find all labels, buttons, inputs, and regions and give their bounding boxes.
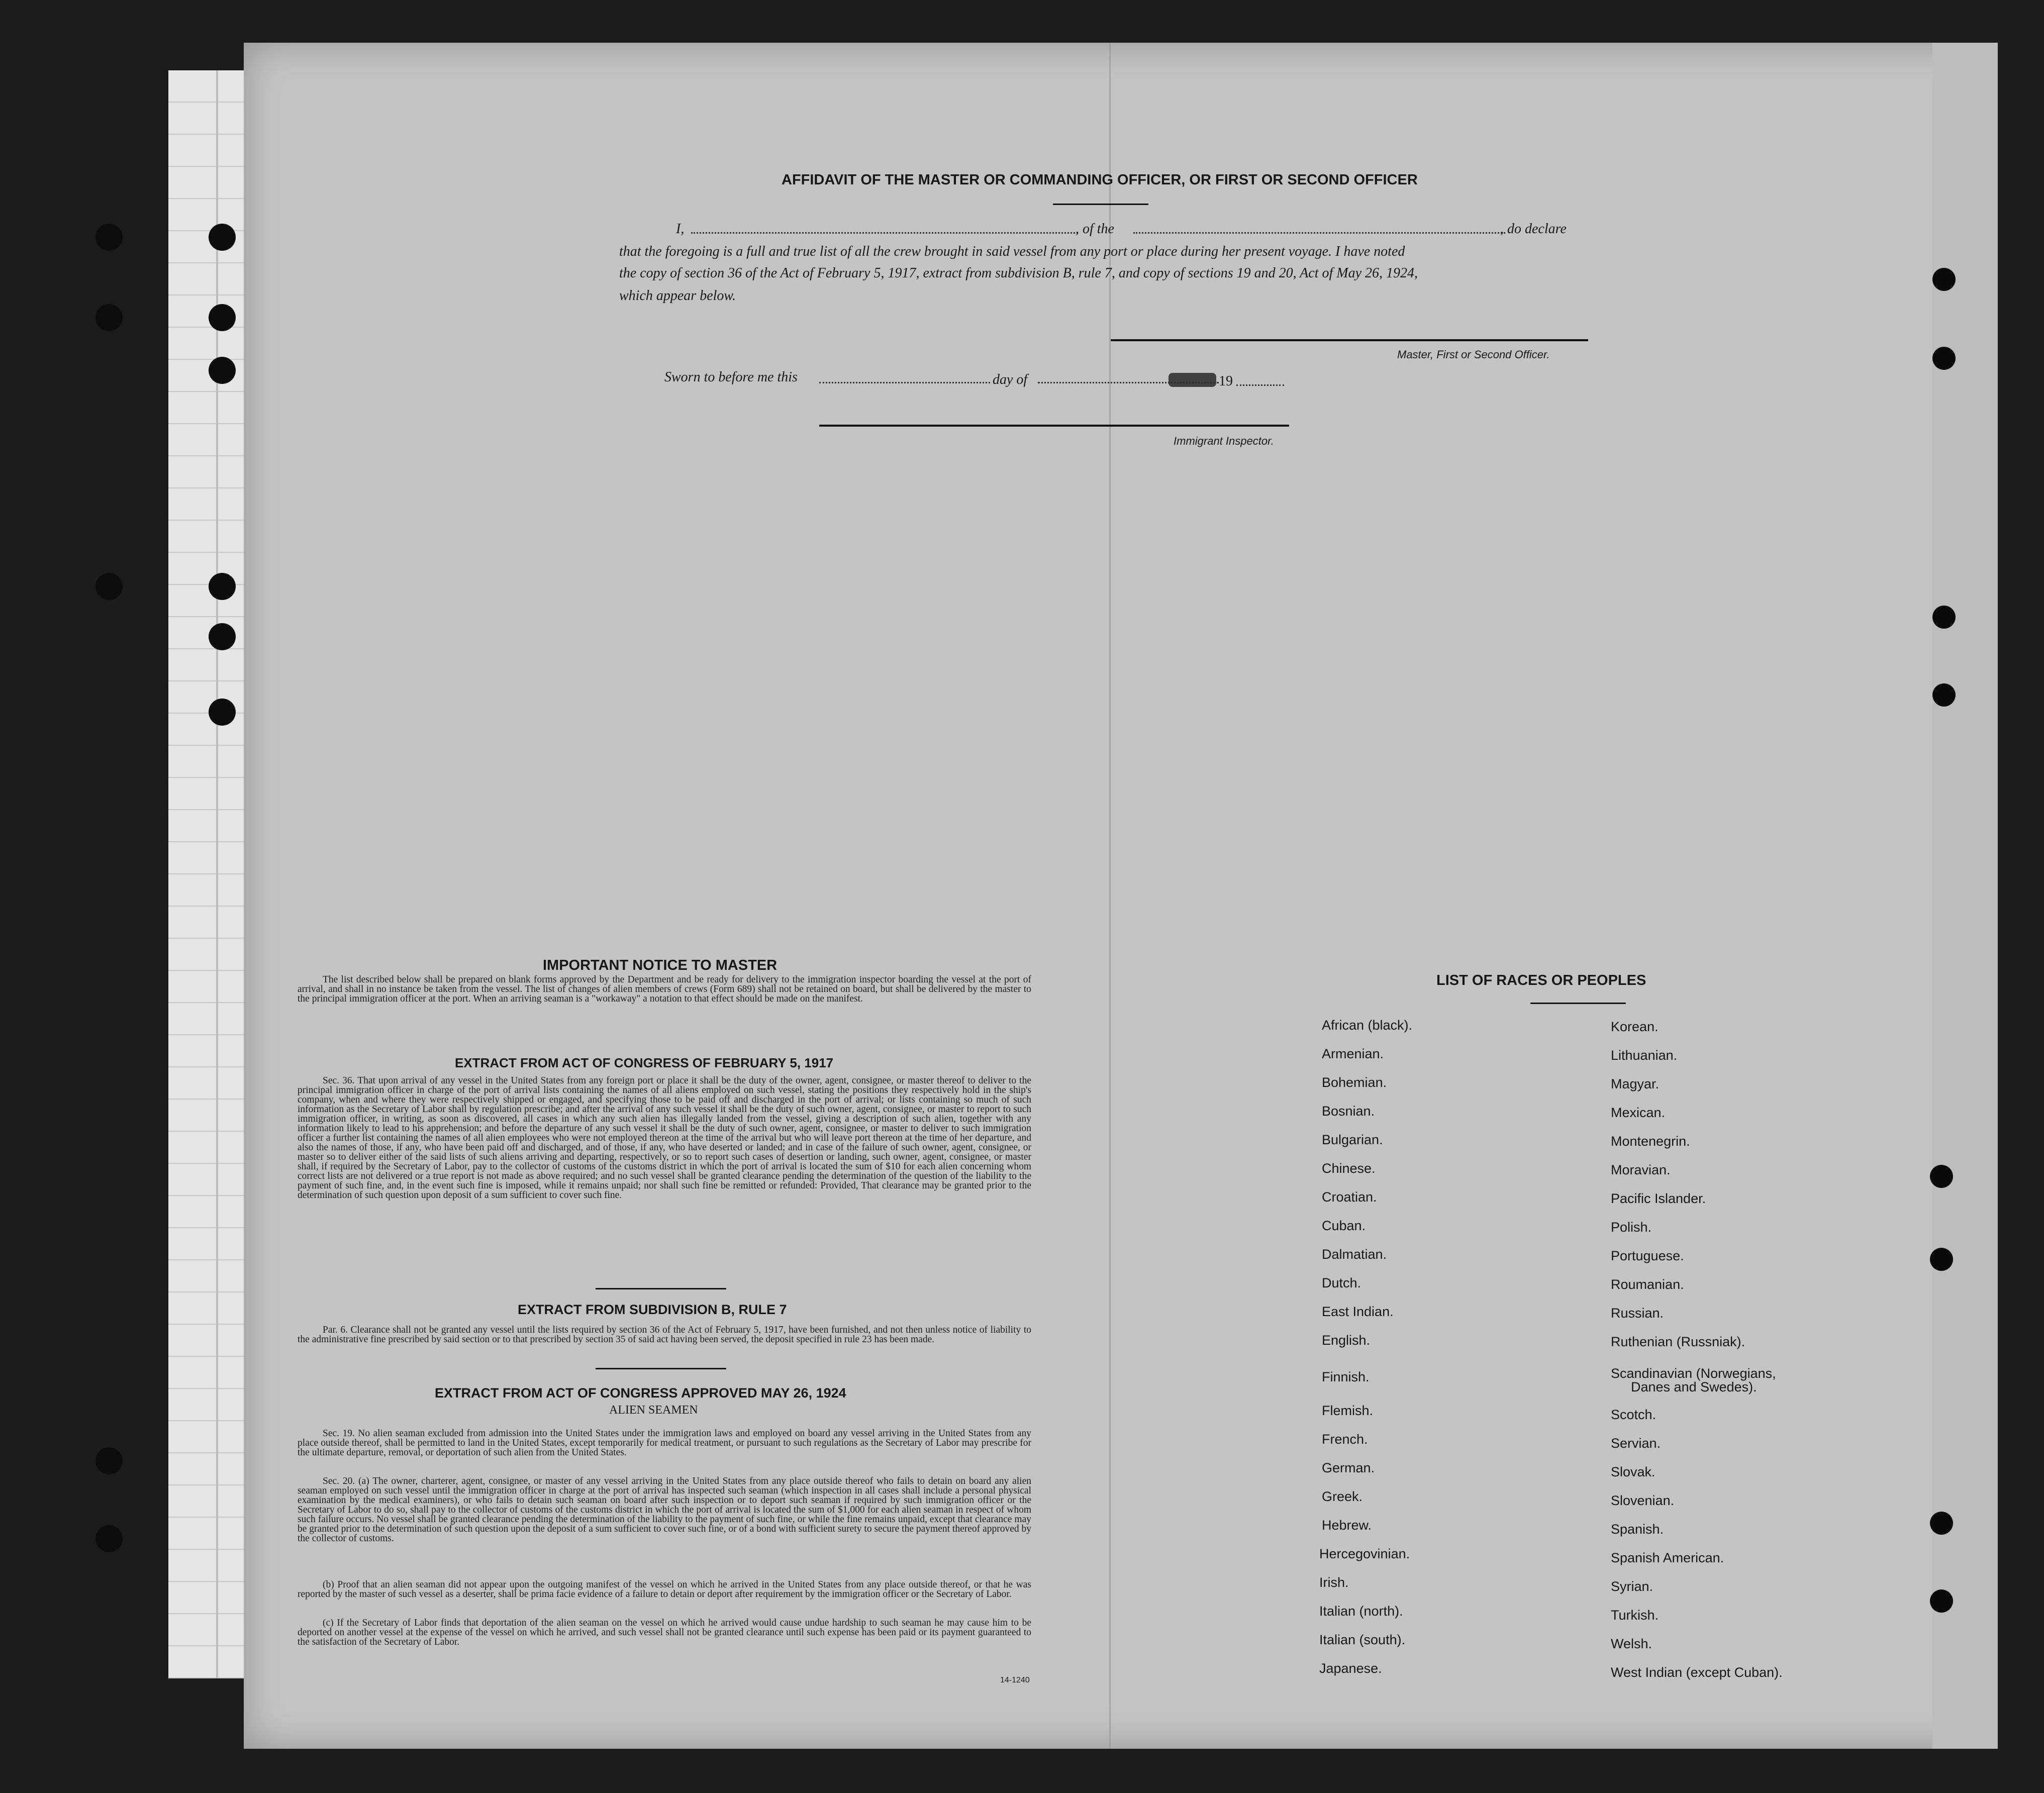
binder-hole xyxy=(1932,347,1956,370)
sec20c-text: (c) If the Secretary of Labor finds that deportation of the alien seaman on the vessel on which he arrived would cause undue hardship to such seaman he may cause him to be deported on another vessel at the expense of the vessel on which he arrived, and such vessel shall not be granted clearance until such expense has been paid or its payment guaranteed to the satisfaction of the Secretary of Labor. xyxy=(298,1618,1031,1647)
extract-1917-title: EXTRACT FROM ACT OF CONGRESS OF FEBRUARY 5, 1917 xyxy=(455,1055,834,1070)
race-right-item: Polish. xyxy=(1611,1220,1652,1235)
race-right-item: Ruthenian (Russniak). xyxy=(1611,1334,1745,1349)
race-left-item: Japanese. xyxy=(1319,1661,1382,1676)
ink-blot xyxy=(1169,373,1216,387)
race-left-item: Bosnian. xyxy=(1322,1104,1375,1119)
binder-hole xyxy=(95,304,123,331)
race-right-item: Slovenian. xyxy=(1611,1493,1675,1508)
race-right-item: Welsh. xyxy=(1611,1636,1652,1651)
binder-hole xyxy=(209,224,236,251)
sworn-prefix: Sworn to before me this xyxy=(664,369,798,385)
sworn-day-field[interactable] xyxy=(819,382,990,383)
affidavit-body-line-3: which appear below. xyxy=(619,288,736,304)
of-the-label: , of the xyxy=(1076,221,1114,237)
extract-1917-text: Sec. 36. That upon arrival of any vessel in the United States from any foreign port or place it shall be the duty of the owner, agent, consignee, or master thereof to deliver to the principal immigration officer in charge of the port of arrival lists containing the names of all aliens employed on such vessel, stating the positions they respectively hold in the ship's company, when and where they were respectively shipped or engaged, and specifying those to be paid off and discharged in the port of arrival; or lists containing so much of such information as the Secretary of Labor shall by regulation prescribe; and after the arrival of any such vessel it shall be the duty of such owner, agent, consignee, or master to report to such immigration officer, in writing, as soon as discovered, all cases in which any such alien has illegally landed from the vessel, giving a description of such alien, together with any information likely to lead to his apprehension; and before the departure of any such vessel it shall be the duty of such owner, agent, consignee, or master to deliver to such immigration officer a further list containing the names of all alien employees who were not employed thereon at the time of the arrival but who will leave port thereon at the time of her departure, and also the names of those, if any, who have been paid off and discharged, and of those, if any, who have deserted or landed; and in case of the failure of such owner, agent, consignee, or master so to deliver either of the said lists of such aliens arriving and departing, respectively, or so to report such cases of desertion or landing, such owner, agent, consignee, or master shall, if required by the Secretary of Labor, pay to the collector of customs of the customs district in which the port of arrival is located the sum of $10 for each alien concerning whom correct lists are not delivered or a true report is not made as above required; and no such vessel shall be granted clearance pending the determination of the question of the liability to the payment of such fine, and, in the event such fine is imposed, while it remains unpaid; nor shall such fine be remitted or refunded: Provided, That clearance may be granted prior to the determination of such question upon deposit of a sum sufficient to cover such fine. xyxy=(298,1075,1031,1201)
sec19-text: Sec. 19. No alien seaman excluded from admission into the United States under the immigration laws and employed on board any vessel arriving in the United States from any place outside thereof, shall be permitted to land in the United States, except temporarily for medical treatment, or pursuant to such regulations as the Secretary of Labor may prescribe for the ultimate departure, removal, or deportation of such alien from the United States. xyxy=(298,1428,1031,1458)
race-left-item: Italian (north). xyxy=(1319,1604,1403,1619)
race-left-item: Croatian. xyxy=(1322,1189,1377,1205)
race-left-item: African (black). xyxy=(1322,1018,1413,1033)
race-right-item: Turkish. xyxy=(1611,1608,1659,1623)
race-left-item: Irish. xyxy=(1319,1575,1349,1590)
race-left-item: English. xyxy=(1322,1333,1371,1348)
extract-1924-title: EXTRACT FROM ACT OF CONGRESS APPROVED MAY 26, 1924 xyxy=(435,1385,846,1401)
binder-hole xyxy=(95,1525,123,1552)
affidavit-body-line-2: the copy of section 36 of the Act of February 5, 1917, extract from subdivision B, rule 7, and copy of sections 19 and 20, Act of May 26, 1924, xyxy=(619,265,1418,281)
race-left-item: Dutch. xyxy=(1322,1275,1361,1290)
race-right-item: Servian. xyxy=(1611,1436,1661,1451)
race-left-item: Chinese. xyxy=(1322,1161,1376,1176)
race-right-item: Danes and Swedes). xyxy=(1631,1379,1757,1394)
binder-hole xyxy=(209,304,236,331)
alien-seamen-subtitle: ALIEN SEAMEN xyxy=(609,1404,698,1417)
title-underline xyxy=(1053,204,1148,205)
race-right-item: Scotch. xyxy=(1611,1407,1657,1422)
race-right-item: Spanish. xyxy=(1611,1522,1664,1537)
rule7-text: Par. 6. Clearance shall not be granted any vessel until the lists required by section 36 of the Act of February 5, 1917, have been furnished, and not then unless notice of liability to the administrative fine prescribed by said section or to that prescribed by section 35 of said act having been served, the deposit specified in rule 23 has been made. xyxy=(298,1325,1031,1345)
race-left-item: Bohemian. xyxy=(1322,1075,1387,1090)
binder-hole xyxy=(1930,1248,1953,1271)
section-divider xyxy=(596,1368,726,1369)
race-right-item: Portuguese. xyxy=(1611,1248,1684,1263)
race-right-item: Syrian. xyxy=(1611,1579,1653,1594)
binder-hole xyxy=(209,573,236,600)
do-declare-label: , do declare xyxy=(1500,221,1567,237)
inspector-signature-line[interactable] xyxy=(819,425,1289,427)
race-right-item: Lithuanian. xyxy=(1611,1048,1678,1063)
master-signature-label: Master, First or Second Officer. xyxy=(1397,348,1550,361)
binder-hole xyxy=(1932,268,1956,291)
race-right-item: Slovak. xyxy=(1611,1464,1656,1479)
races-title-underline xyxy=(1530,1003,1626,1004)
race-left-item: Dalmatian. xyxy=(1322,1247,1387,1262)
race-left-item: Hebrew. xyxy=(1322,1518,1372,1533)
binder-hole xyxy=(1930,1165,1953,1188)
race-right-item: Moravian. xyxy=(1611,1162,1671,1177)
race-right-item: Spanish American. xyxy=(1611,1550,1724,1565)
inspector-label: Immigrant Inspector. xyxy=(1174,435,1274,447)
race-left-item: Armenian. xyxy=(1322,1046,1384,1061)
sec20a-text: Sec. 20. (a) The owner, charterer, agent, consignee, or master of any vessel arriving in the United States from any place outside thereof who fails to detain on board any alien seaman employed on such vessel until the immigration officer in charge at the port of arrival has inspected such seaman (which inspection in all cases shall include a personal physical examination by the medical examiners), or who fails to detain such seaman on board after such inspection or to deport such seaman if required by such immigration officer or the Secretary of Labor to do so, shall pay to the collector of customs of the customs district in which the port of arrival is located the sum of $1,000 for each alien seaman in respect of whom such failure occurs. No vessel shall be granted clearance pending the determination of the liability to the payment of such fine, or while the fine remains unpaid, except that clearance may be granted prior to the determination of such question upon the deposit of a sum sufficient to cover such fine, or of a bond with sufficient surety to secure the payment thereof approved by the collector of customs. xyxy=(298,1476,1031,1544)
race-left-item: Flemish. xyxy=(1322,1403,1374,1418)
race-left-item: Italian (south). xyxy=(1319,1632,1406,1647)
binder-hole xyxy=(1930,1589,1953,1613)
sec20b-text: (b) Proof that an alien seaman did not appear upon the outgoing manifest of the vessel on which he arrived in the United States from any place outside thereof, or that he was reported by the master of such vessel as a deserter, shall be prima facie evidence of a failure to detain or deport after requirement by the immigration officer or the Secretary of Labor. xyxy=(298,1579,1031,1600)
race-left-item: Bulgarian. xyxy=(1322,1132,1383,1147)
races-title: LIST OF RACES OR PEOPLES xyxy=(1436,972,1646,988)
sworn-year-prefix: 19 xyxy=(1219,373,1233,389)
affiant-prefix: I, xyxy=(676,221,685,237)
notice-text: The list described below shall be prepared on blank forms approved by the Department and be ready for delivery to the immigration inspector boarding the vessel at the port of arrival, and shall in no instance be taken from the vessel. The list of changes of alien members of crews (Form 689) shall not be retained on board, but shall be delivered by the master to the principal immigration officer at the port. When an arriving seaman is a "workaway" a notation to that effect should be made on the manifest. xyxy=(298,974,1031,1004)
binder-hole xyxy=(209,357,236,384)
master-signature-line[interactable] xyxy=(1111,339,1588,341)
race-right-item: Montenegrin. xyxy=(1611,1134,1690,1149)
binder-hole xyxy=(1932,683,1956,707)
binder-hole xyxy=(95,573,123,600)
form-number: 14-1240 xyxy=(1000,1676,1030,1684)
binder-hole xyxy=(95,224,123,251)
day-of-label: day of xyxy=(993,372,1028,387)
center-fold xyxy=(1109,43,1111,1749)
binder-hole xyxy=(1930,1512,1953,1535)
race-left-item: Finnish. xyxy=(1322,1369,1370,1384)
vessel-name-field[interactable] xyxy=(1133,232,1505,234)
binder-hole xyxy=(209,623,236,650)
race-left-item: Cuban. xyxy=(1322,1218,1366,1233)
race-left-item: French. xyxy=(1322,1432,1368,1447)
race-left-item: German. xyxy=(1322,1460,1375,1475)
affiant-name-field[interactable] xyxy=(691,232,1078,234)
race-left-item: Hercegovinian. xyxy=(1319,1546,1410,1561)
race-right-item: Scandinavian (Norwegians, xyxy=(1611,1366,1776,1381)
race-right-item: West Indian (except Cuban). xyxy=(1611,1665,1783,1680)
race-right-item: Pacific Islander. xyxy=(1611,1191,1706,1206)
race-right-item: Roumanian. xyxy=(1611,1277,1684,1292)
page-edge-strip xyxy=(1932,43,1998,1749)
rule7-title: EXTRACT FROM SUBDIVISION B, RULE 7 xyxy=(518,1302,787,1317)
binder-hole xyxy=(209,699,236,726)
affidavit-title: AFFIDAVIT OF THE MASTER OR COMMANDING OFFICER, OR FIRST OR SECOND OFFICER xyxy=(782,172,1418,188)
race-right-item: Russian. xyxy=(1611,1306,1664,1321)
race-left-item: East Indian. xyxy=(1322,1304,1394,1319)
notice-title: IMPORTANT NOTICE TO MASTER xyxy=(543,957,777,973)
binder-hole xyxy=(1932,606,1956,629)
binder-hole xyxy=(95,1447,123,1474)
affidavit-body-line-1: that the foregoing is a full and true list of all the crew brought in said vessel from any port or place during her present voyage. I have noted xyxy=(619,244,1405,259)
race-left-item: Greek. xyxy=(1322,1489,1363,1504)
race-right-item: Mexican. xyxy=(1611,1105,1666,1120)
section-divider xyxy=(596,1288,726,1289)
race-right-item: Korean. xyxy=(1611,1019,1659,1034)
race-right-item: Magyar. xyxy=(1611,1076,1660,1091)
sworn-year-field[interactable] xyxy=(1236,384,1284,386)
